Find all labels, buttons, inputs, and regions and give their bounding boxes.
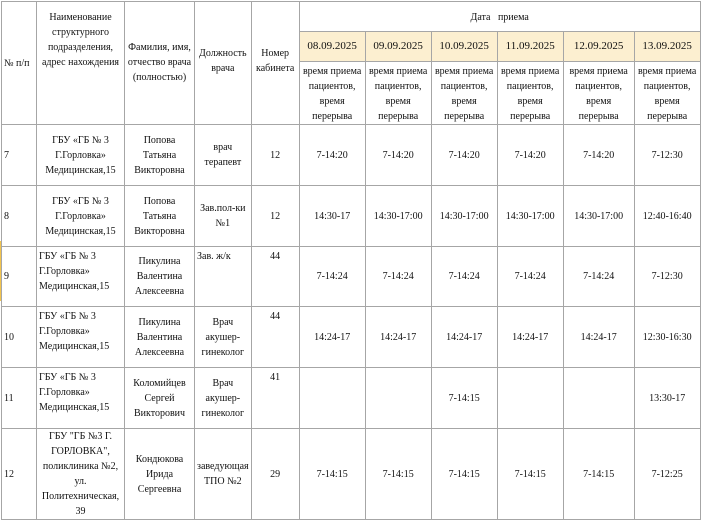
header-date-5: 13.09.2025 [634,32,700,62]
row-time-0 [299,368,365,429]
row-num: 10 [2,307,37,368]
row-time-5: 12:40-16:40 [634,186,700,247]
table-row [2,247,701,307]
row-time-2: 14:24-17 [431,307,497,368]
row-time-0: 14:30-17 [299,186,365,247]
row-position: заведующая ТПО №2 [195,429,252,520]
schedule-body [2,125,701,520]
row-time-3 [497,368,563,429]
row-time-2: 7-14:20 [431,125,497,186]
row-time-2: 7-14:15 [431,368,497,429]
row-position: Врач акушер-гинеколог [195,368,252,429]
row-time-3: 7-14:15 [497,429,563,520]
header-position: Должность врача [195,2,252,125]
row-time-4: 7-14:24 [563,247,634,307]
header-sub-5: время приема пациентов, время перерыва [634,62,700,125]
row-time-1: 7-14:24 [365,247,431,307]
row-unit: ГБУ «ГБ № 3 Г.Горловка» Медицинская,15 [37,368,125,429]
table-row [2,125,701,186]
header-sub-2: время приема пациентов, время перерыва [431,62,497,125]
row-position: врач терапевт [195,125,252,186]
row-unit: ГБУ «ГБ № 3 Г.Горловка» Медицинская,15 [37,247,125,307]
schedule-table [1,1,701,520]
row-room: 44 [251,307,299,368]
header-date-0: 08.09.2025 [299,32,365,62]
row-time-5: 7-12:25 [634,429,700,520]
table-row [2,307,701,368]
row-position: Зав. ж/к [195,247,252,307]
row-position: Зав.пол-ки №1 [195,186,252,247]
row-doctor: Попова Татьяна Викторовна [125,125,195,186]
row-time-2: 7-14:15 [431,429,497,520]
header-num: № п/п [2,2,37,125]
row-unit: ГБУ «ГБ № 3 Г.Горловка» Медицинская,15 [37,125,125,186]
row-time-5: 12:30-16:30 [634,307,700,368]
row-time-5: 7-12:30 [634,125,700,186]
header-sub-0: время приема пациентов, время перерыва [299,62,365,125]
row-time-1: 7-14:15 [365,429,431,520]
row-time-4 [563,368,634,429]
row-unit: ГБУ "ГБ №3 Г. ГОРЛОВКА", поликлиника №2, ул. Политехническая, 39 [37,429,125,520]
table-row [2,186,701,247]
row-unit: ГБУ «ГБ № 3 Г.Горловка» Медицинская,15 [37,186,125,247]
row-unit: ГБУ «ГБ № 3 Г.Горловка» Медицинская,15 [37,307,125,368]
row-time-4: 14:24-17 [563,307,634,368]
header-sub-3: время приема пациентов, время перерыва [497,62,563,125]
row-time-0: 7-14:20 [299,125,365,186]
header-room: Номер кабинета [251,2,299,125]
row-time-1 [365,368,431,429]
header-date-3: 11.09.2025 [497,32,563,62]
row-time-3: 7-14:24 [497,247,563,307]
header-dates-title: Дата приема [299,2,700,32]
table-row [2,429,701,520]
row-doctor: Попова Татьяна Викторовна [125,186,195,247]
row-room: 29 [251,429,299,520]
row-num: 12 [2,429,37,520]
row-time-0: 14:24-17 [299,307,365,368]
row-doctor: Коломийцев Сергей Викторович [125,368,195,429]
header-unit: Наименование структурного подразделения, адрес нахождения [37,2,125,125]
row-time-3: 14:24-17 [497,307,563,368]
header-date-2: 10.09.2025 [431,32,497,62]
row-time-4: 14:30-17:00 [563,186,634,247]
header-sub-1: время приема пациентов, время перерыва [365,62,431,125]
row-time-2: 7-14:24 [431,247,497,307]
header-sub-4: время приема пациентов, время перерыва [563,62,634,125]
row-room: 41 [251,368,299,429]
row-time-1: 14:24-17 [365,307,431,368]
header-doctor: Фамилия, имя, отчество врача (полностью) [125,2,195,125]
row-time-3: 7-14:20 [497,125,563,186]
table-row [2,368,701,429]
row-position: Врач акушер-гинеколог [195,307,252,368]
row-num: 8 [2,186,37,247]
header-date-1: 09.09.2025 [365,32,431,62]
row-time-4: 7-14:15 [563,429,634,520]
header-date-4: 12.09.2025 [563,32,634,62]
row-room: 12 [251,125,299,186]
row-room: 44 [251,247,299,307]
row-time-0: 7-14:15 [299,429,365,520]
row-time-2: 14:30-17:00 [431,186,497,247]
row-num: 9 [2,247,37,307]
row-time-5: 7-12:30 [634,247,700,307]
row-time-1: 7-14:20 [365,125,431,186]
header-row-1 [2,2,701,32]
row-num: 11 [2,368,37,429]
row-time-4: 7-14:20 [563,125,634,186]
row-doctor: Кондюкова Ирида Сергеевна [125,429,195,520]
row-doctor: Пикулина Валентина Алексеевна [125,307,195,368]
row-time-5: 13:30-17 [634,368,700,429]
row-time-1: 14:30-17:00 [365,186,431,247]
row-time-3: 14:30-17:00 [497,186,563,247]
row-num: 7 [2,125,37,186]
row-room: 12 [251,186,299,247]
row-time-0: 7-14:24 [299,247,365,307]
row-doctor: Пикулина Валентина Алексеевна [125,247,195,307]
